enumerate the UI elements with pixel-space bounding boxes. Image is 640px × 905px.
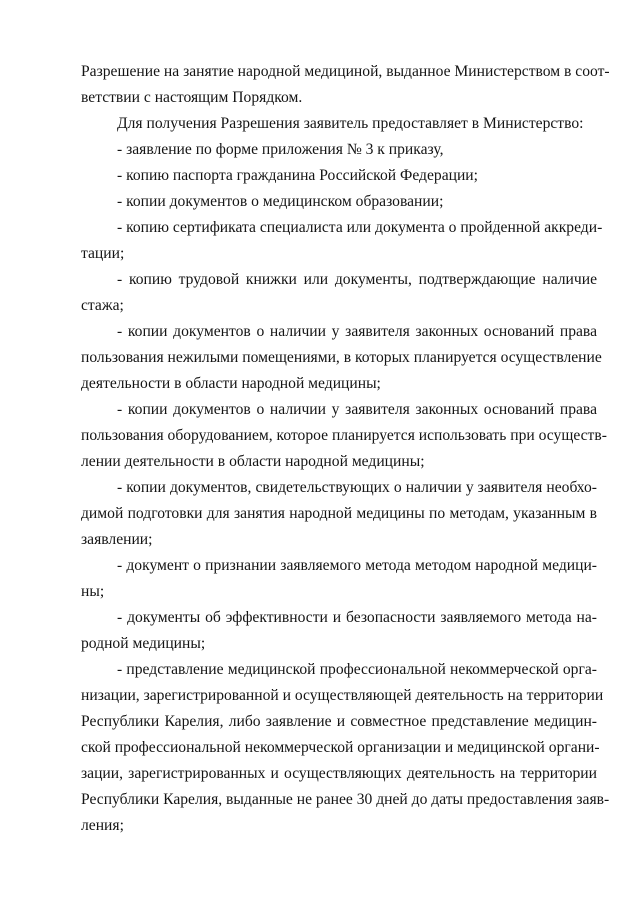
text-line: - копию сертификата специалиста или документа о пройденной аккреди- bbox=[117, 219, 603, 236]
text-line: димой подготовки для занятия народной медицины по методам, указанным в bbox=[81, 505, 597, 522]
text-line: - представление медицинской профессиональной некоммерческой орга- bbox=[117, 661, 597, 678]
text-line: ветствии с настоящим Порядком. bbox=[81, 89, 303, 106]
text-line: низации, зарегистрированной и осуществляющей деятельность на территории bbox=[81, 687, 604, 704]
text-line: пользования оборудованием, которое планируется использовать при осуществ- bbox=[81, 427, 607, 444]
text-line: родной медицины; bbox=[81, 635, 206, 652]
text-line: - копию трудовой книжки или документы, подтверждающие наличие bbox=[117, 271, 597, 288]
text-line: Республики Карелия, выданные не ранее 30 дней до даты предоставления заяв- bbox=[81, 791, 610, 808]
text-line: - копии документов, свидетельствующих о наличии у заявителя необхо- bbox=[117, 479, 597, 496]
text-line: - документы об эффективности и безопасности заявляемого метода на- bbox=[117, 609, 597, 626]
text-line: заявлении; bbox=[81, 531, 153, 548]
text-line: - копии документов о медицинском образовании; bbox=[117, 193, 444, 210]
text-line: пользования нежилыми помещениями, в которых планируется осуществление bbox=[81, 349, 602, 366]
text-line: ны; bbox=[81, 583, 105, 600]
text-line: Для получения Разрешения заявитель предоставляет в Министерство: bbox=[117, 115, 584, 132]
text-line: лении деятельности в области народной медицины; bbox=[81, 453, 425, 470]
text-line: тации; bbox=[81, 245, 125, 262]
text-line: - заявление по форме приложения № 3 к приказу, bbox=[117, 141, 444, 158]
text-line: - копии документов о наличии у заявителя законных оснований права bbox=[117, 323, 597, 340]
text-line: стажа; bbox=[81, 297, 124, 314]
text-line: деятельности в области народной медицины; bbox=[81, 375, 381, 392]
text-line: - документ о признании заявляемого метода методом народной медици- bbox=[117, 557, 597, 574]
text-line: Республики Карелия, либо заявление и совместное представление медицин- bbox=[81, 713, 597, 730]
text-line: - копии документов о наличии у заявителя законных оснований права bbox=[117, 401, 597, 418]
text-line: ской профессиональной некоммерческой организации и медицинской органи- bbox=[81, 739, 600, 756]
text-line: зации, зарегистрированных и осуществляющих деятельность на территории bbox=[81, 765, 597, 782]
text-line: ления; bbox=[81, 817, 124, 834]
text-line: Разрешение на занятие народной медициной, выданное Министерством в соот- bbox=[81, 63, 610, 80]
text-line: - копию паспорта гражданина Российской Федерации; bbox=[117, 167, 478, 184]
